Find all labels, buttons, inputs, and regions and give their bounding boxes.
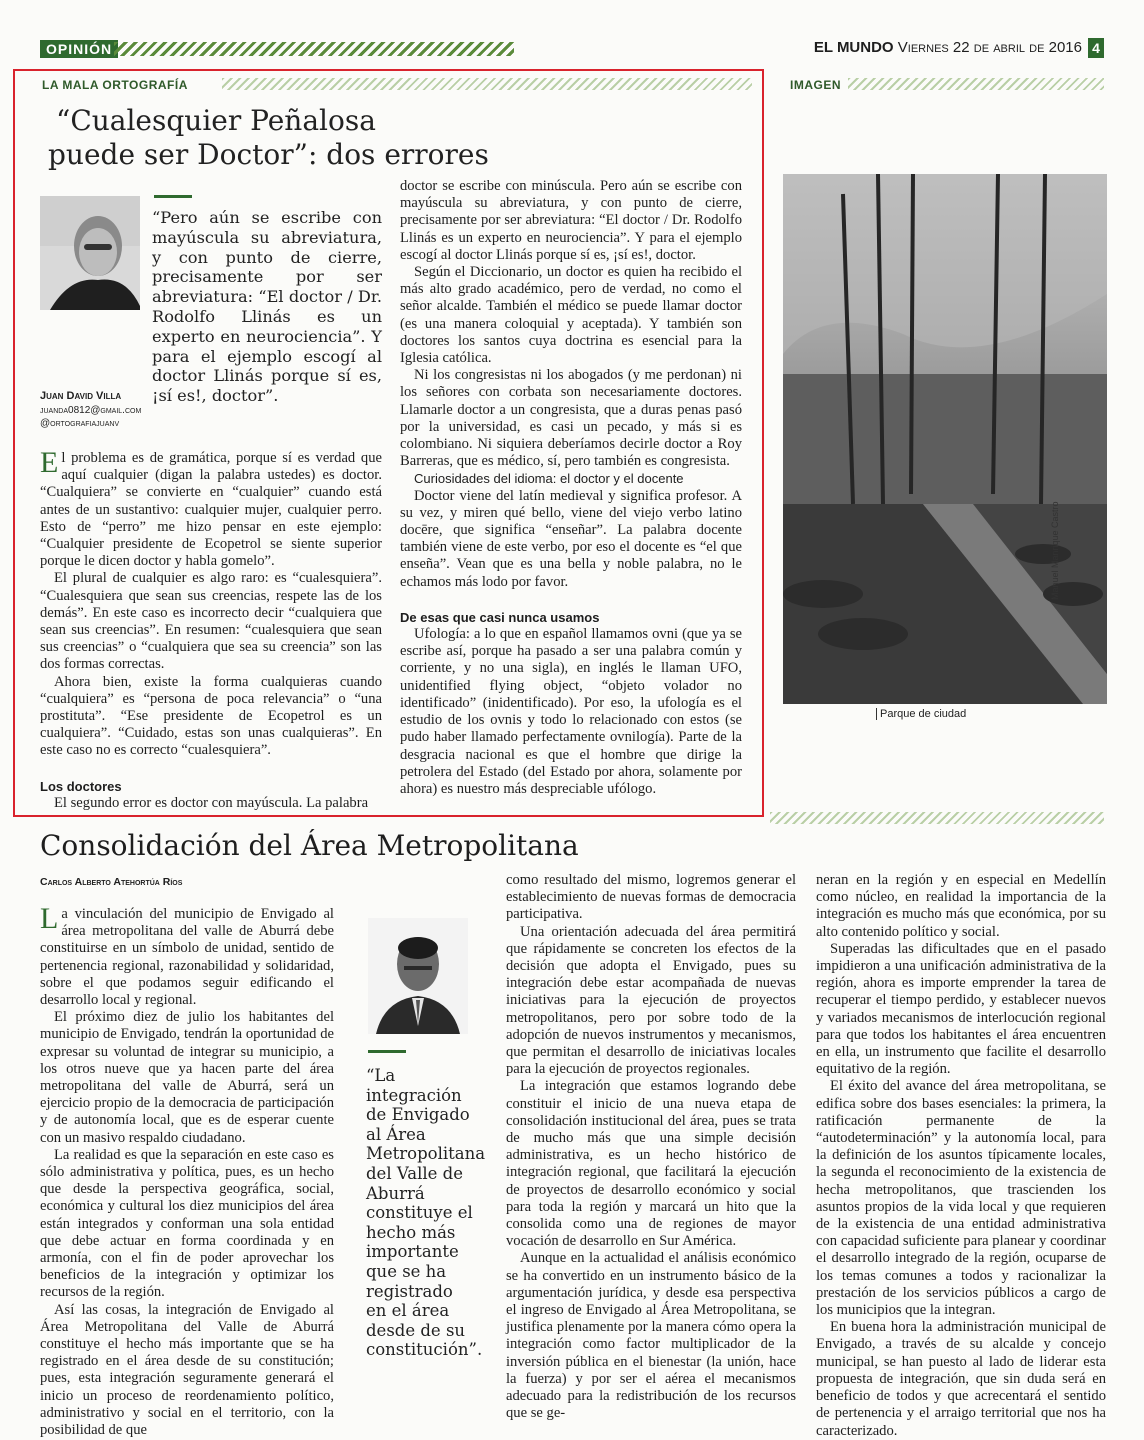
paragraph: Ni los congresistas ni los abogados (y me perdonan) ni los señores con corbata son necesariamente doctores. Llamarle doctor a un congresista, que a duras penas pasó por la universidad, es casi un pecado, y más si es colombiano. Ni siquiera deberíamos decirle doctor a Roy Barreras, que es médico, sí, pero también es congresista. [400,367,742,470]
pullquote-rule [154,195,192,198]
subheading-inline: Curiosidades del idioma: el doctor y el docente [414,471,684,487]
page-header [40,38,1104,60]
kicker-hatch [222,78,752,90]
photo-credit: Manuel Manrique Castro [1050,501,1060,600]
imagen-label: IMAGEN [790,78,841,92]
columnist-portrait [368,918,468,1034]
paragraph: como resultado del mismo, logremos generar el establecimiento de nuevas formas de democracia participativa. [506,872,796,923]
paragraph: neran en la región y en especial en Medellín como núcleo, en realidad la importancia de la integración es mucho más que económica, por su alto contenido político y social. [816,872,1106,940]
paragraph: El próximo diez de julio los habitantes del municipio de Envigado, tendrán la oportunidad de expresar su voluntad de integrar su municipio, a los otros nueve que ya hacen parte del área metropolitana del valle de Aburrá, será un ejercicio propio de la democracia de participación y de autonomía local, que es de esperar cuente con un masivo respaldo ciudadano. [40,1009,334,1146]
title-line-2: puede ser Doctor”: dos errores [48,138,489,171]
author-email[interactable]: juanda0812@gmail.com [40,405,142,416]
article1-title [48,104,568,172]
paragraph: El segundo error es doctor con mayúscula. La palabra [54,794,369,811]
article1-column-1 [40,446,382,812]
paragraph: Aunque en la actualidad el análisis económico se ha convertido en un instrumento básico de la argumentación jurídica, y desde esa perspectiva el ingreso de Envigado al Área Metropolitana, se justifica plenamente por la manera cómo opera la integración como factor multiplicador de la inversión pública en el bienestar (la unión, hace la fuerza) y por ser el aérea el mecanismos adecuado para la redistribución de los recursos que se ge- [506,1250,796,1422]
article2-column-1 [40,902,334,1439]
article2-pullquote: “La integración de Envigado al Área Metropolitana del Valle de Aburrá constituye el hecho más importante que se ha registrado en el área desde de su constitución”. [366,1066,486,1360]
masthead [814,38,1082,58]
article1-kicker: LA MALA ORTOGRAFÍA [42,78,188,92]
paragraph: Una orientación adecuada del área permitirá que rápidamente se concreten los efectos de la decisión que adopta el Envigado, pues su integración debe estar acompañada de nuevas iniciativas para la ejecución de proyectos metropolitanos, pero por sobre todo de la adopción de nuevos instrumentos y mecanismos, que permitan el desarrollo de iniciativas locales para la ejecución de proyectos regionales. [506,923,796,1078]
section-divider [770,812,1104,824]
imagen-hatch [848,78,1104,90]
park-photo [783,174,1107,704]
columnist-photo [368,918,468,1034]
paragraph: El plural de cualquier es algo raro: es “cualesquiera”. “Cualesquiera que sean sus creencias, respete las de los demás”. En este caso es incorrecto decir “cualquiera que sean sus creencias”. En resumen: “cualesquiera que sean sus creencias” o “cualquiera que sea su creencia” son las dos formas correctas. [40,570,382,673]
author-name: Juan David Villa [40,390,122,402]
paragraph: Así las cosas, la integración de Envigado al Área Metropolitana del Valle de Aburrá constituye el hecho más importante que se ha registrado en el área desde de su constitución; pues, esta integración seguramente generará el inicio un proceso de reordenamiento político, administrativo y social en el territorio, con la posibilidad de que [40,1301,334,1439]
article2-column-3 [816,872,1106,1440]
paragraph: Según el Diccionario, un doctor es quien ha recibido el más alto grado académico, pero de verdad, no como el señor alcalde. También el médico se puede llamar doctor (es una manera coloquial y aceptada). Y también son doctores los santos cuya doctrina es esencial para la Iglesia católica. [400,264,742,367]
author-portrait [40,196,140,310]
paragraph: Ufología: a lo que en español llamamos ovni (que ya se escribe así, porque ha pasado a ser una palabra común y corriente, y no una sigla), en inglés le llaman UFO, unidentified flying object, “objeto volador no identificado” (inidentificado). Por eso, la ufología es el estudio de los ovnis y todo lo relacionado con estos (se pudo haber llamado perfectamente ovnilogía). Parte de la desgracia nacional es que el hombre que dirige la petrolera del Estado (del Estado por ahora, solamente por ahora) es nuestro más despreciable ufólogo. [400,626,742,797]
paragraph: La realidad es que la separación en este caso es sólo administrativa y política, pues, es un hecho que desde la perspectiva geográfica, social, económica y cultural los diez municipios del área están integrados y conforman una sola entidad que debe actuar en forma coordinada y en armonía, con el fin de poder aprovechar los beneficios de la integración y optimizar los recursos de la región. [40,1146,334,1301]
paragraph: doctor se escribe con minúscula. Pero aún se escribe con mayúscula su abreviatura, y con punto de cierre, precisamente por ser abreviatura: “El doctor / Dr. Rodolfo Llinás es un experto en neurociencia”. Y para el ejemplo escogí al doctor Llinás porque sí es, ¡sí es!, doctor. [400,178,742,263]
page-number: 4 [1088,38,1104,58]
paragraph: Superadas las dificultades que en el pasado impidieron a una unificación administrativa de la región, ahora es importe emprender la tarea de recuperar el tiempo perdido, y establecer nuevos y variados mecanismos de interlocución regional para que todos los habitantes el área encuentren en ella, un instrumento que facilite el desarrollo equitativo de la región. [816,940,1106,1078]
article2-title: Consolidación del Área Metropolitana [40,829,579,862]
subheading: Los doctores [40,778,122,794]
author-block [40,390,240,429]
photo-caption: Parque de ciudad [876,708,966,720]
article2-column-2 [506,872,796,1423]
paragraph: Ahora bien, existe la forma cualquieras cuando “cualquiera” es “persona de poca relevancia” o “una prostituta”. “Ese presidente de Ecopetrol es un cualquiera”. “Cuidado, estas son unas cualquieras”. En este caso no es correcto “cualesquiera”. [40,673,382,759]
park-scene [783,174,1107,704]
paragraph: El problema es de gramática, porque sí es verdad que aquí cualquier (digan la palabra ustedes) es doctor. “Cualquiera” se convierte en “cualquier” cuando está antes de un sustantivo: cualquier mujer, cualquier perro. Esto de “perro” me hizo pensar en este ejemplo: “Cualquier presidente de Ecopetrol se siente superior porque le dicen doctor y habla gomelo”. [40,446,382,570]
author-twitter[interactable]: @ortografiajuanv [40,418,120,429]
pullquote-rule-2 [368,1050,406,1053]
article1-pullquote: “Pero aún se escribe con mayúscula su abreviatura, y con punto de cierre, precisamente por ser abreviatura: “El doctor / Dr. Rodolfo Llinás es un experto en neurociencia”. Y para el ejemplo escogí al doctor Llinás porque sí es, ¡sí es!, doctor”. [152,208,382,406]
article1-column-2 [400,178,742,798]
paragraph: La vinculación del municipio de Envigado al área metropolitana del valle de Aburrá debe constituirse en un símbolo de unidad, sentido de pertenencia regional, razonabilidad y solidaridad, sobre el que podamos seguir edificando el desarrollo local y regional. [40,902,334,1009]
article2-author: Carlos Alberto Atehortúa Ríos [40,876,183,888]
paragraph: En buena hora la administración municipal de Envigado, a través de su alcalde y concejo municipal, se han puesto al lado de liderar esta propuesta de integración, que sin duda será en beneficio de todos y que acrecentará el sentido de pertenencia y el arraigo territorial que nos ha caracterizado. [816,1319,1106,1439]
title-line-1: “Cualesquier Peñalosa [56,104,376,137]
edition-date: Viernes 22 de abril de 2016 [897,39,1082,56]
header-hatch [114,42,514,56]
author-photo [40,196,140,310]
paragraph: La integración que estamos logrando debe constituir el inicio de una nueva etapa de consolidación institucional del área, pues se trata de mucho más que una simple decisión administrativa, es un hecho histórico de integración regional, que facilitará la ejecución de proyectos de desarrollo económico y social para toda la región y marcará un hito que la consolida como una de regiones de mayor vocación de desarrollo en Sur América. [506,1078,796,1250]
section-label: OPINIÓN [40,40,118,58]
paragraph: Doctor viene del latín medieval y significa profesor. A su vez, y miren qué bello, viene del viejo verbo latino docēre, que significa “enseñar”. La palabra docente también viene de este verbo, por eso el docente es “el que enseña”. Vean que es una bella y noble palabra, no le echamos más lodo por favor. [400,487,742,590]
subheading: De esas que casi nunca usamos [400,609,600,625]
paper-name: EL MUNDO [813,39,894,56]
paragraph: El éxito del avance del área metropolitana, se edifica sobre dos bases esenciales: la primera, la ratificación permanente de la “autodeterminación” y la autonomía local, para la definición de los asuntos típicamente locales, la segunda el reconocimiento de la existencia de hecha metropolitanos, que trascienden los asuntos propios de la vida local y que requieren de la existencia de una entidad administrativa con capacidad suficiente para planear y coordinar el desarrollo integrado de la región, ocuparse de los temas comunes a todos y racionalizar la prestación de los servicios públicos a cargo de los municipios que la integran. [816,1078,1106,1319]
